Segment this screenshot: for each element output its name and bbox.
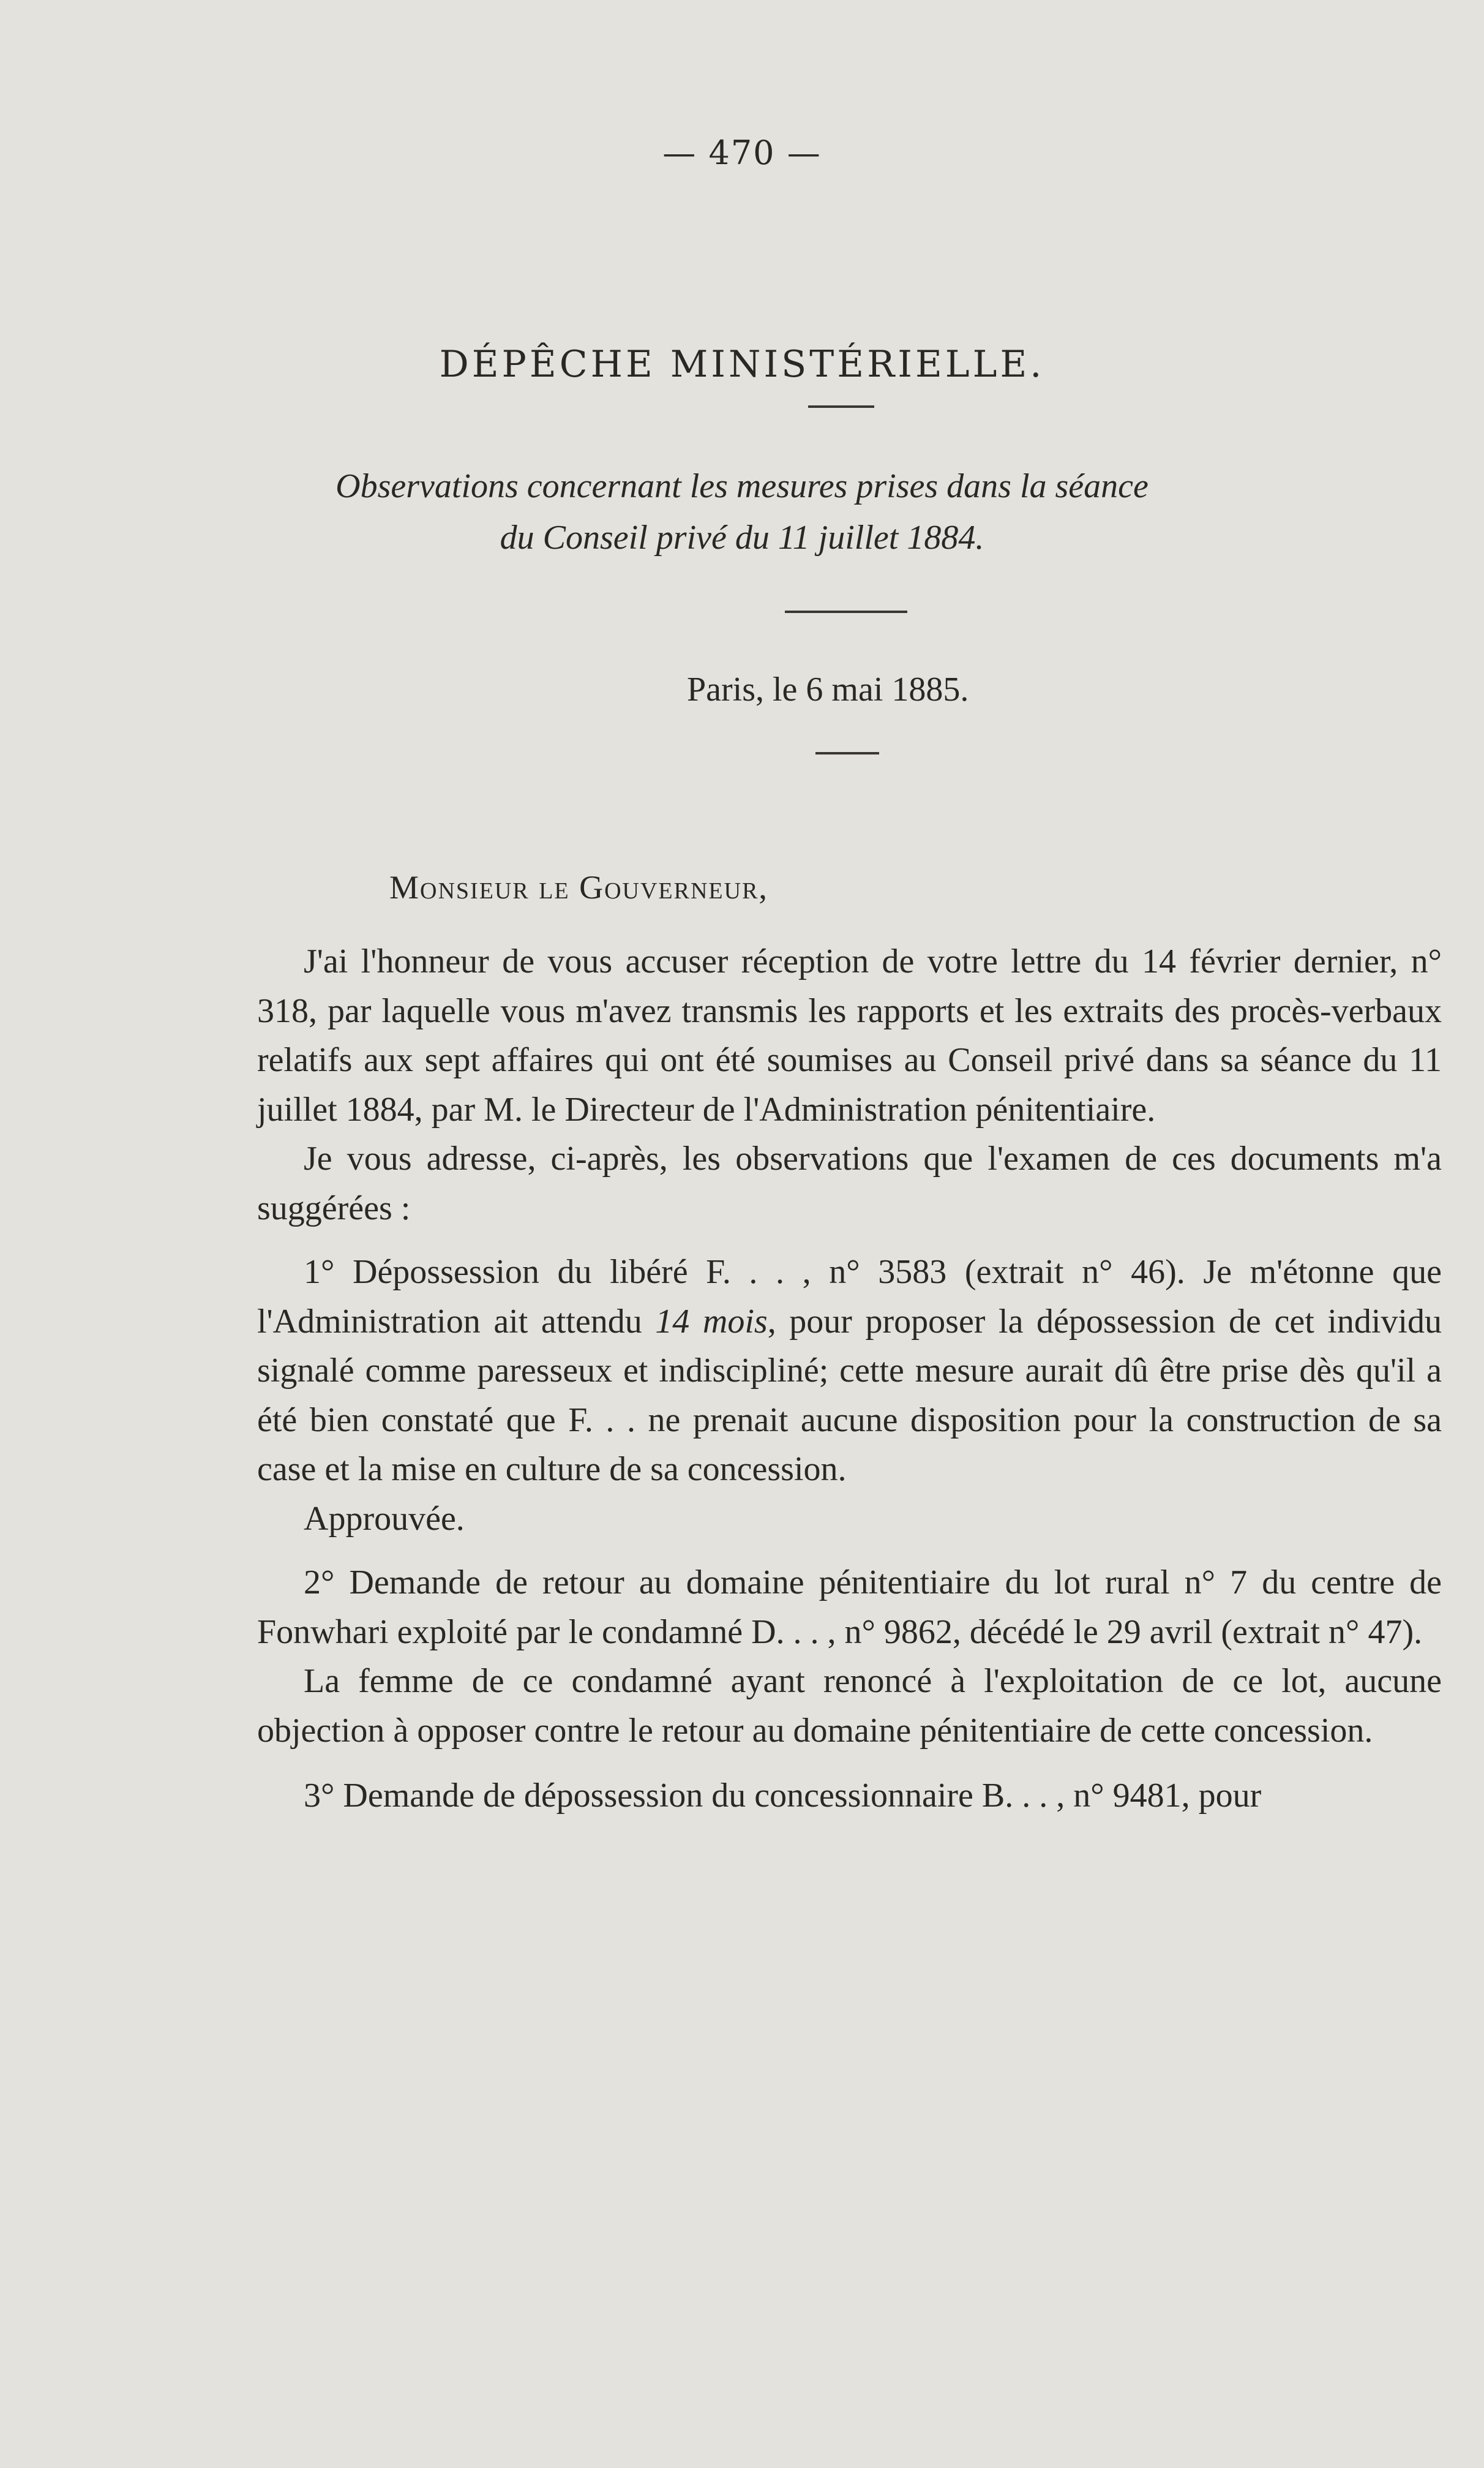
paragraph	[257, 1247, 1442, 1494]
divider-rule	[815, 752, 879, 754]
document-subtitle	[0, 461, 1484, 563]
paragraph: 3° Demande de dépossession du concessionnaire B. . . , n° 9481, pour	[304, 1777, 1262, 1815]
paragraph-text: , pour proposer la dépossession de cet individu signalé comme paresseux et indiscipliné; cette mesure aurait dû être prise dès qu'il a été bien constaté que F. . . ne prenait aucune disposition pour la construction de sa case et la mise en culture de sa concession.	[257, 1302, 1442, 1488]
paragraph: Approuvée.	[304, 1499, 465, 1538]
divider-rule	[785, 611, 907, 613]
subtitle-line-1: Observations concernant les mesures prises dans la séance	[335, 467, 1149, 505]
divider-rule	[808, 405, 874, 408]
paragraph: La femme de ce condamné ayant renoncé à l'exploitation de ce lot, aucune objection à opposer contre le retour au domaine pénitentiaire de cette concession.	[257, 1662, 1442, 1750]
paragraph-text: 1° Dépossession du libéré F. . . , n° 3583 (extrait n° 46). Je m'étonne que l'Administration ait attendu	[257, 1253, 1442, 1341]
page-number: — 470 —	[662, 134, 822, 172]
subtitle-line-2: du Conseil privé du 11 juillet 1884.	[500, 519, 984, 557]
emphasis-text: 14 mois	[655, 1302, 768, 1341]
salutation: Monsieur le Gouverneur,	[389, 869, 768, 906]
paragraph: Je vous adresse, ci-après, les observations que l'examen de ces documents m'a suggérées :	[257, 1140, 1442, 1227]
paragraph: J'ai l'honneur de vous accuser réception de votre lettre du 14 février dernier, n° 318, par laquelle vous m'avez transmis les rapports et les extraits des procès-verbaux relatifs aux sept affaires qui ont été soumises au Conseil privé dans sa séance du 11 juillet 1884, par M. le Directeur de l'Administration pénitentiaire.	[257, 942, 1442, 1129]
letter-body	[257, 937, 1442, 1821]
paragraph: 2° Demande de retour au domaine pénitentiaire du lot rural n° 7 du centre de Fonwhari exploité par le condamné D. . . , n° 9862, décédé le 29 avril (extrait n° 47).	[257, 1563, 1442, 1651]
document-heading: DÉPÊCHE MINISTÉRIELLE.	[439, 343, 1045, 386]
dateline: Paris, le 6 mai 1885.	[687, 671, 969, 709]
